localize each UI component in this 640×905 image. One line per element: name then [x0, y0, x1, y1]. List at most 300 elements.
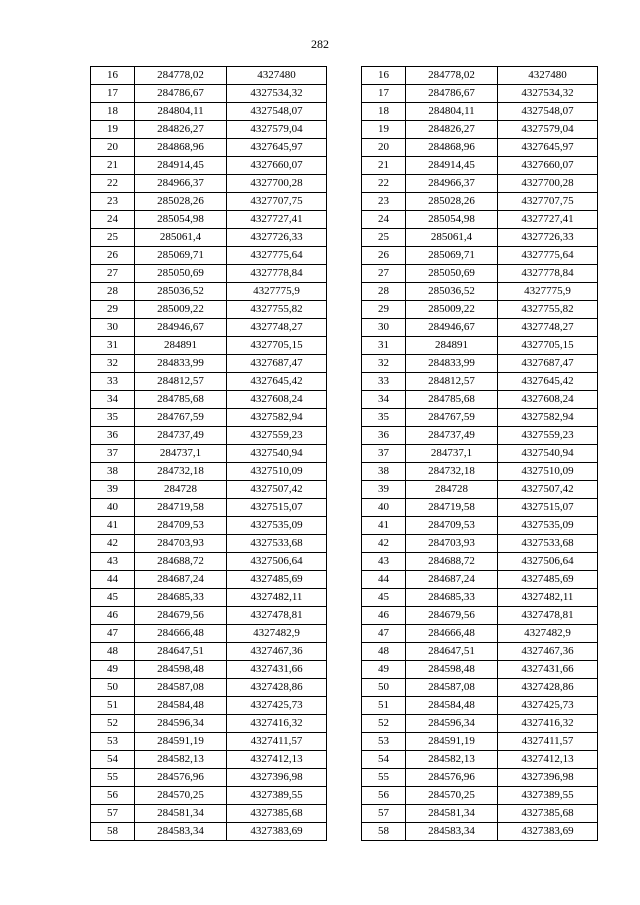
point-number-cell: 46 — [91, 607, 135, 625]
x-coordinate-cell: 284719,58 — [135, 499, 227, 517]
y-coordinate-cell: 4327727,41 — [227, 211, 327, 229]
table-row — [91, 409, 327, 427]
x-coordinate-cell: 284582,13 — [406, 751, 498, 769]
x-coordinate-cell: 284666,48 — [406, 625, 498, 643]
x-coordinate-cell: 285028,26 — [406, 193, 498, 211]
x-coordinate-cell: 284786,67 — [135, 85, 227, 103]
page-number: 282 — [311, 37, 329, 51]
y-coordinate-cell: 4327485,69 — [498, 571, 598, 589]
y-coordinate-cell: 4327748,27 — [498, 319, 598, 337]
table-row — [91, 697, 327, 715]
table-row — [362, 823, 598, 841]
table-row — [362, 643, 598, 661]
y-coordinate-cell: 4327412,13 — [227, 751, 327, 769]
y-coordinate-cell: 4327540,94 — [227, 445, 327, 463]
x-coordinate-cell: 284728 — [135, 481, 227, 499]
point-number-cell: 55 — [91, 769, 135, 787]
table-row — [362, 427, 598, 445]
y-coordinate-cell: 4327755,82 — [498, 301, 598, 319]
x-coordinate-cell: 284679,56 — [135, 607, 227, 625]
table-row — [91, 373, 327, 391]
x-coordinate-cell: 284719,58 — [406, 499, 498, 517]
y-coordinate-cell: 4327687,47 — [227, 355, 327, 373]
point-number-cell: 44 — [91, 571, 135, 589]
y-coordinate-cell: 4327548,07 — [227, 103, 327, 121]
point-number-cell: 51 — [362, 697, 406, 715]
y-coordinate-cell: 4327425,73 — [227, 697, 327, 715]
x-coordinate-cell: 284581,34 — [406, 805, 498, 823]
y-coordinate-cell: 4327705,15 — [498, 337, 598, 355]
table-row — [362, 715, 598, 733]
x-coordinate-cell: 285069,71 — [135, 247, 227, 265]
y-coordinate-cell: 4327482,9 — [498, 625, 598, 643]
x-coordinate-cell: 284785,68 — [135, 391, 227, 409]
x-coordinate-cell: 284596,34 — [406, 715, 498, 733]
point-number-cell: 22 — [91, 175, 135, 193]
table-row — [91, 445, 327, 463]
table-body — [91, 67, 327, 841]
y-coordinate-cell: 4327645,42 — [227, 373, 327, 391]
point-number-cell: 52 — [91, 715, 135, 733]
x-coordinate-cell: 284688,72 — [406, 553, 498, 571]
point-number-cell: 34 — [362, 391, 406, 409]
x-coordinate-cell: 284703,93 — [135, 535, 227, 553]
x-coordinate-cell: 284687,24 — [135, 571, 227, 589]
x-coordinate-cell: 284584,48 — [406, 697, 498, 715]
x-coordinate-cell: 284804,11 — [135, 103, 227, 121]
x-coordinate-cell: 284778,02 — [135, 67, 227, 85]
y-coordinate-cell: 4327727,41 — [498, 211, 598, 229]
y-coordinate-cell: 4327705,15 — [227, 337, 327, 355]
table-row — [91, 571, 327, 589]
x-coordinate-cell: 284826,27 — [135, 121, 227, 139]
y-coordinate-cell: 4327687,47 — [498, 355, 598, 373]
point-number-cell: 31 — [362, 337, 406, 355]
point-number-cell: 57 — [362, 805, 406, 823]
point-number-cell: 30 — [362, 319, 406, 337]
table-row — [362, 121, 598, 139]
y-coordinate-cell: 4327582,94 — [498, 409, 598, 427]
point-number-cell: 35 — [362, 409, 406, 427]
point-number-cell: 51 — [91, 697, 135, 715]
table-row — [91, 391, 327, 409]
x-coordinate-cell: 284570,25 — [135, 787, 227, 805]
x-coordinate-cell: 284732,18 — [406, 463, 498, 481]
table-row — [91, 589, 327, 607]
y-coordinate-cell: 4327412,13 — [498, 751, 598, 769]
table-row — [362, 355, 598, 373]
table-row — [362, 463, 598, 481]
point-number-cell: 24 — [362, 211, 406, 229]
x-coordinate-cell: 284576,96 — [406, 769, 498, 787]
x-coordinate-cell: 284587,08 — [135, 679, 227, 697]
x-coordinate-cell: 285050,69 — [135, 265, 227, 283]
y-coordinate-cell: 4327383,69 — [227, 823, 327, 841]
y-coordinate-cell: 4327416,32 — [498, 715, 598, 733]
point-number-cell: 38 — [362, 463, 406, 481]
point-number-cell: 32 — [91, 355, 135, 373]
y-coordinate-cell: 4327608,24 — [227, 391, 327, 409]
y-coordinate-cell: 4327510,09 — [498, 463, 598, 481]
x-coordinate-cell: 284679,56 — [406, 607, 498, 625]
point-number-cell: 52 — [362, 715, 406, 733]
y-coordinate-cell: 4327559,23 — [498, 427, 598, 445]
table-row — [362, 445, 598, 463]
y-coordinate-cell: 4327608,24 — [498, 391, 598, 409]
x-coordinate-cell: 285054,98 — [135, 211, 227, 229]
point-number-cell: 41 — [362, 517, 406, 535]
y-coordinate-cell: 4327515,07 — [227, 499, 327, 517]
y-coordinate-cell: 4327485,69 — [227, 571, 327, 589]
table-row — [362, 337, 598, 355]
x-coordinate-cell: 284946,67 — [406, 319, 498, 337]
table-row — [91, 247, 327, 265]
y-coordinate-cell: 4327534,32 — [227, 85, 327, 103]
point-number-cell: 56 — [91, 787, 135, 805]
point-number-cell: 48 — [91, 643, 135, 661]
point-number-cell: 47 — [362, 625, 406, 643]
table-row — [362, 391, 598, 409]
point-number-cell: 30 — [91, 319, 135, 337]
y-coordinate-cell: 4327396,98 — [498, 769, 598, 787]
coordinates-table-left — [90, 66, 327, 841]
x-coordinate-cell: 284785,68 — [406, 391, 498, 409]
point-number-cell: 29 — [362, 301, 406, 319]
y-coordinate-cell: 4327755,82 — [227, 301, 327, 319]
y-coordinate-cell: 4327482,9 — [227, 625, 327, 643]
table-row — [362, 373, 598, 391]
table-row — [362, 103, 598, 121]
y-coordinate-cell: 4327748,27 — [227, 319, 327, 337]
table-row — [91, 319, 327, 337]
y-coordinate-cell: 4327507,42 — [227, 481, 327, 499]
point-number-cell: 41 — [91, 517, 135, 535]
point-number-cell: 27 — [362, 265, 406, 283]
x-coordinate-cell: 284703,93 — [406, 535, 498, 553]
table-row — [362, 571, 598, 589]
table-row — [91, 355, 327, 373]
x-coordinate-cell: 284596,34 — [135, 715, 227, 733]
x-coordinate-cell: 285009,22 — [135, 301, 227, 319]
table-row — [91, 805, 327, 823]
table-row — [362, 85, 598, 103]
table-row — [362, 679, 598, 697]
x-coordinate-cell: 284812,57 — [406, 373, 498, 391]
point-number-cell: 20 — [91, 139, 135, 157]
table-row — [91, 427, 327, 445]
table-row — [91, 499, 327, 517]
y-coordinate-cell: 4327396,98 — [227, 769, 327, 787]
point-number-cell: 40 — [362, 499, 406, 517]
x-coordinate-cell: 284914,45 — [406, 157, 498, 175]
x-coordinate-cell: 284946,67 — [135, 319, 227, 337]
x-coordinate-cell: 284767,59 — [135, 409, 227, 427]
y-coordinate-cell: 4327533,68 — [498, 535, 598, 553]
x-coordinate-cell: 284812,57 — [135, 373, 227, 391]
x-coordinate-cell: 284647,51 — [406, 643, 498, 661]
x-coordinate-cell: 284826,27 — [406, 121, 498, 139]
x-coordinate-cell: 284778,02 — [406, 67, 498, 85]
point-number-cell: 32 — [362, 355, 406, 373]
y-coordinate-cell: 4327533,68 — [227, 535, 327, 553]
y-coordinate-cell: 4327579,04 — [227, 121, 327, 139]
x-coordinate-cell: 285036,52 — [135, 283, 227, 301]
point-number-cell: 49 — [362, 661, 406, 679]
point-number-cell: 17 — [91, 85, 135, 103]
table-row — [362, 157, 598, 175]
y-coordinate-cell: 4327579,04 — [498, 121, 598, 139]
x-coordinate-cell: 284966,37 — [406, 175, 498, 193]
x-coordinate-cell: 284584,48 — [135, 697, 227, 715]
x-coordinate-cell: 284732,18 — [135, 463, 227, 481]
table-row — [91, 769, 327, 787]
point-number-cell: 54 — [362, 751, 406, 769]
point-number-cell: 38 — [91, 463, 135, 481]
table-body — [362, 67, 598, 841]
x-coordinate-cell: 284687,24 — [406, 571, 498, 589]
y-coordinate-cell: 4327385,68 — [227, 805, 327, 823]
x-coordinate-cell: 285036,52 — [406, 283, 498, 301]
point-number-cell: 26 — [91, 247, 135, 265]
table-row — [362, 517, 598, 535]
y-coordinate-cell: 4327478,81 — [227, 607, 327, 625]
table-row — [91, 715, 327, 733]
x-coordinate-cell: 284598,48 — [135, 661, 227, 679]
y-coordinate-cell: 4327506,64 — [227, 553, 327, 571]
point-number-cell: 47 — [91, 625, 135, 643]
point-number-cell: 37 — [91, 445, 135, 463]
table-row — [91, 283, 327, 301]
point-number-cell: 16 — [362, 67, 406, 85]
y-coordinate-cell: 4327383,69 — [498, 823, 598, 841]
table-row — [362, 247, 598, 265]
x-coordinate-cell: 284583,34 — [135, 823, 227, 841]
table-row — [91, 733, 327, 751]
y-coordinate-cell: 4327540,94 — [498, 445, 598, 463]
x-coordinate-cell: 284891 — [135, 337, 227, 355]
y-coordinate-cell: 4327431,66 — [227, 661, 327, 679]
y-coordinate-cell: 4327726,33 — [227, 229, 327, 247]
point-number-cell: 55 — [362, 769, 406, 787]
point-number-cell: 40 — [91, 499, 135, 517]
y-coordinate-cell: 4327778,84 — [227, 265, 327, 283]
table-row — [91, 517, 327, 535]
x-coordinate-cell: 284583,34 — [406, 823, 498, 841]
table-row — [91, 121, 327, 139]
y-coordinate-cell: 4327535,09 — [227, 517, 327, 535]
point-number-cell: 24 — [91, 211, 135, 229]
table-row — [91, 643, 327, 661]
table-row — [91, 751, 327, 769]
y-coordinate-cell: 4327775,64 — [498, 247, 598, 265]
table-row — [362, 229, 598, 247]
point-number-cell: 53 — [91, 733, 135, 751]
x-coordinate-cell: 284737,1 — [135, 445, 227, 463]
x-coordinate-cell: 284804,11 — [406, 103, 498, 121]
y-coordinate-cell: 4327425,73 — [498, 697, 598, 715]
table-row — [91, 625, 327, 643]
table-row — [91, 265, 327, 283]
x-coordinate-cell: 284737,49 — [406, 427, 498, 445]
table-row — [362, 553, 598, 571]
point-number-cell: 45 — [362, 589, 406, 607]
y-coordinate-cell: 4327506,64 — [498, 553, 598, 571]
y-coordinate-cell: 4327645,42 — [498, 373, 598, 391]
y-coordinate-cell: 4327559,23 — [227, 427, 327, 445]
point-number-cell: 21 — [362, 157, 406, 175]
table-row — [91, 229, 327, 247]
table-row — [362, 499, 598, 517]
point-number-cell: 39 — [91, 481, 135, 499]
point-number-cell: 20 — [362, 139, 406, 157]
table-row — [362, 661, 598, 679]
y-coordinate-cell: 4327660,07 — [498, 157, 598, 175]
x-coordinate-cell: 284891 — [406, 337, 498, 355]
y-coordinate-cell: 4327535,09 — [498, 517, 598, 535]
x-coordinate-cell: 284666,48 — [135, 625, 227, 643]
point-number-cell: 23 — [91, 193, 135, 211]
table-row — [362, 733, 598, 751]
point-number-cell: 33 — [362, 373, 406, 391]
y-coordinate-cell: 4327778,84 — [498, 265, 598, 283]
point-number-cell: 43 — [362, 553, 406, 571]
x-coordinate-cell: 284685,33 — [406, 589, 498, 607]
y-coordinate-cell: 4327482,11 — [498, 589, 598, 607]
y-coordinate-cell: 4327534,32 — [498, 85, 598, 103]
point-number-cell: 50 — [91, 679, 135, 697]
point-number-cell: 18 — [362, 103, 406, 121]
point-number-cell: 36 — [362, 427, 406, 445]
table-row — [362, 265, 598, 283]
x-coordinate-cell: 284728 — [406, 481, 498, 499]
table-row — [91, 823, 327, 841]
point-number-cell: 44 — [362, 571, 406, 589]
y-coordinate-cell: 4327411,57 — [227, 733, 327, 751]
y-coordinate-cell: 4327582,94 — [227, 409, 327, 427]
table-row — [91, 679, 327, 697]
point-number-cell: 46 — [362, 607, 406, 625]
point-number-cell: 36 — [91, 427, 135, 445]
point-number-cell: 57 — [91, 805, 135, 823]
point-number-cell: 43 — [91, 553, 135, 571]
x-coordinate-cell: 284576,96 — [135, 769, 227, 787]
table-row — [91, 157, 327, 175]
y-coordinate-cell: 4327775,9 — [498, 283, 598, 301]
table-row — [362, 283, 598, 301]
table-row — [362, 805, 598, 823]
x-coordinate-cell: 284582,13 — [135, 751, 227, 769]
point-number-cell: 50 — [362, 679, 406, 697]
y-coordinate-cell: 4327389,55 — [498, 787, 598, 805]
point-number-cell: 17 — [362, 85, 406, 103]
x-coordinate-cell: 284868,96 — [135, 139, 227, 157]
point-number-cell: 37 — [362, 445, 406, 463]
x-coordinate-cell: 284598,48 — [406, 661, 498, 679]
point-number-cell: 19 — [362, 121, 406, 139]
x-coordinate-cell: 284767,59 — [406, 409, 498, 427]
table-row — [91, 211, 327, 229]
table-row — [362, 67, 598, 85]
y-coordinate-cell: 4327428,86 — [498, 679, 598, 697]
y-coordinate-cell: 4327467,36 — [227, 643, 327, 661]
y-coordinate-cell: 4327510,09 — [227, 463, 327, 481]
y-coordinate-cell: 4327707,75 — [227, 193, 327, 211]
point-number-cell: 25 — [91, 229, 135, 247]
table-row — [362, 139, 598, 157]
x-coordinate-cell: 285054,98 — [406, 211, 498, 229]
y-coordinate-cell: 4327467,36 — [498, 643, 598, 661]
point-number-cell: 45 — [91, 589, 135, 607]
table-row — [91, 661, 327, 679]
table-row — [91, 337, 327, 355]
point-number-cell: 19 — [91, 121, 135, 139]
point-number-cell: 16 — [91, 67, 135, 85]
x-coordinate-cell: 284833,99 — [406, 355, 498, 373]
y-coordinate-cell: 4327707,75 — [498, 193, 598, 211]
x-coordinate-cell: 285028,26 — [135, 193, 227, 211]
x-coordinate-cell: 284709,53 — [135, 517, 227, 535]
x-coordinate-cell: 284914,45 — [135, 157, 227, 175]
table-row — [362, 625, 598, 643]
table-row — [362, 535, 598, 553]
table-row — [91, 535, 327, 553]
y-coordinate-cell: 4327411,57 — [498, 733, 598, 751]
y-coordinate-cell: 4327700,28 — [227, 175, 327, 193]
point-number-cell: 28 — [91, 283, 135, 301]
x-coordinate-cell: 284868,96 — [406, 139, 498, 157]
x-coordinate-cell: 284591,19 — [406, 733, 498, 751]
table-row — [362, 211, 598, 229]
point-number-cell: 35 — [91, 409, 135, 427]
table-row — [362, 193, 598, 211]
table-row — [362, 589, 598, 607]
point-number-cell: 49 — [91, 661, 135, 679]
point-number-cell: 26 — [362, 247, 406, 265]
x-coordinate-cell: 285009,22 — [406, 301, 498, 319]
y-coordinate-cell: 4327385,68 — [498, 805, 598, 823]
x-coordinate-cell: 285061,4 — [406, 229, 498, 247]
y-coordinate-cell: 4327482,11 — [227, 589, 327, 607]
x-coordinate-cell: 284786,67 — [406, 85, 498, 103]
y-coordinate-cell: 4327416,32 — [227, 715, 327, 733]
table-row — [362, 607, 598, 625]
y-coordinate-cell: 4327726,33 — [498, 229, 598, 247]
table-row — [362, 301, 598, 319]
y-coordinate-cell: 4327478,81 — [498, 607, 598, 625]
table-row — [362, 769, 598, 787]
x-coordinate-cell: 285061,4 — [135, 229, 227, 247]
table-row — [362, 319, 598, 337]
y-coordinate-cell: 4327480 — [227, 67, 327, 85]
point-number-cell: 18 — [91, 103, 135, 121]
table-row — [91, 607, 327, 625]
x-coordinate-cell: 284833,99 — [135, 355, 227, 373]
point-number-cell: 53 — [362, 733, 406, 751]
x-coordinate-cell: 284737,49 — [135, 427, 227, 445]
table-row — [362, 175, 598, 193]
x-coordinate-cell: 284737,1 — [406, 445, 498, 463]
y-coordinate-cell: 4327389,55 — [227, 787, 327, 805]
point-number-cell: 42 — [362, 535, 406, 553]
point-number-cell: 29 — [91, 301, 135, 319]
x-coordinate-cell: 284685,33 — [135, 589, 227, 607]
table-row — [91, 175, 327, 193]
x-coordinate-cell: 284647,51 — [135, 643, 227, 661]
table-row — [91, 67, 327, 85]
y-coordinate-cell: 4327548,07 — [498, 103, 598, 121]
table-row — [91, 481, 327, 499]
y-coordinate-cell: 4327645,97 — [227, 139, 327, 157]
